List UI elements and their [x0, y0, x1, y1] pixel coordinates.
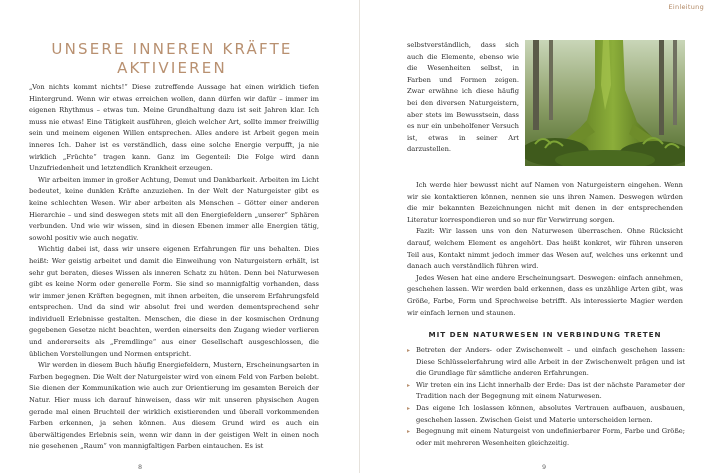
left-body-text [29, 82, 319, 453]
forest-photo [525, 40, 685, 166]
paragraph: selbstverständlich, dass sich auch die Elemente, ebenso wie die Wesenheiten selbst, in Farben und Formen zeigen. Zwar erwähne ich diese häufig bei den diversen Naturgeistern, aber stets im Bewusstsein, dass es nur ein unbeholfener Versuch ist, etwas in seiner Art darzustellen. [407, 41, 519, 154]
page-number-right: 9 [542, 463, 547, 471]
paragraph: Wichtig dabei ist, dass wir unsere eigenen Erfahrungen für uns behalten. Dies heißt: Wer geistig arbeitet und damit die Einweihung von Naturgeistern erhält, ist sehr gut beraten, dieses Wissen als inneren Schatz zu hüten. Denn bei Naturwesen gibt es keine Norm oder generelle Form. Sie sind so mannigfaltig vorhanden, dass wir immer jenen Kräften begegnen, mit ihnen arbeiten, die unserem Erfahrungsfeld entsprechen. Und da sind wir absolut frei und werden dementsprechend sehr individuell Erlebnisse gestalten. Menschen, die diese in der kosmischen Ordnung gegebenen Gesetze nicht beachten, werden einerseits den Zugang wieder verlieren und andererseits als „Fremdlinge“ aus einer Gesellschaft ausgeschlossen, die üblichen Vorstellungen und Normen entspricht. [29, 245, 319, 358]
right-top-text [407, 40, 519, 156]
section-heading: MIT DEN NATURWESEN IN VERBINDUNG TRETEN [428, 330, 662, 339]
paragraph: Fazit: Wir lassen uns von den Naturwesen überraschen. Ohne Rücksicht darauf, welchem Element es angehört. Das heißt konkret, wir führen unseren Teil aus, Kontakt nimmt jedoch immer das Wesen auf, welches uns erkennt und danach auch verständlich führen wird. [407, 227, 683, 271]
right-body-text [407, 180, 683, 319]
paragraph: Ich werde hier bewusst nicht auf Namen von Naturgeistern eingehen. Wenn wir sie kontaktieren können, nennen sie uns ihren Namen. Deswegen würden die mir bekannten Bezeichnungen nicht mit denen in der entsprechenden Literatur korrespondieren und so nur für Verwirrung sorgen. [407, 181, 683, 224]
paragraph: „Von nichts kommt nichts!“ Diese zutreffende Aussage hat einen wirklich tiefen Hintergrund. Wenn wir etwas erreichen wollen, dann dürfen wir dafür – immer im eigenen Rhythmus – etwas tun. Meine Grundhaltung dazu ist seit Jahren klar. Ich muss nie etwas! Eine Tätigkeit ausführen, gleich welcher Art, sollte immer freiwillig sein und meinem eigenen Willen entsprechen. Alles andere ist Arbeit gegen mein inneres Ich. Daher ist es verständlich, dass eine solche Energie verpufft, ja nie wirklich „Früchte“ tragen kann. Ganz im Gegenteil: Die Folge wird dann Unzufriedenheit und letztendlich Krankheit erzeugen. [29, 83, 319, 173]
chapter-title: UNSERE INNEREN KRÄFTE AKTIVIEREN [51, 40, 293, 77]
paragraph: Jedes Wesen hat eine andere Erscheinungsart. Deswegen: einfach annehmen, geschehen lassen. Wir werden bald erkennen, dass es unzählige Arten gibt, was Größe, Farbe, Form und Sprechweise betrifft. Als interessierte Magier werden wir einfach lernen und staunen. [407, 273, 683, 317]
running-head: Einleitung [668, 3, 704, 11]
list-item: ▸ Wir treten ein ins Licht innerhalb der Erde: Das ist der nächste Parameter der Tradition nach der Begegnung mit einem Naturwesen. [407, 380, 685, 403]
right-page [360, 0, 720, 473]
forest-photo-icon [525, 40, 685, 166]
list-item: ▸ Betreten der Anders- oder Zwischenwelt – und einfach geschehen lassen: Diese Schlüsselerfahrung wird alle Arbeit in der Zwischenwelt prägen und ist die Grundlage für sämtliche anderen Erfahrungen. [407, 345, 685, 380]
paragraph: Wir arbeiten immer in großer Achtung, Demut und Dankbarkeit. Arbeiten im Licht bedeutet, keine dunklen Kräfte anzuziehen. In der Welt der Naturgeister gibt es keine schlechten Wesen. Wir aber arbeiten als Menschen – Götter einer anderen Hierarchie – und sind deswegen stets mit all den Energiefeldern „unserer“ Sphären verbunden. Und wie wir wissen, sind in diesen Ebenen immer alle Energien tätig, sowohl positiv wie auch negativ. [29, 175, 319, 242]
list-item: ▸ Begegnung mit einem Naturgeist von undefinierbarer Form, Farbe und Größe; oder mit mehreren Wesenheiten gleichzeitig. [407, 426, 685, 449]
bullet-list [407, 345, 685, 449]
list-item: ▸ Das eigene Ich loslassen können, absolutes Vertrauen aufbauen, ausbauen, geschehen lassen. Zwischen Geist und Materie unterscheiden lernen. [407, 403, 685, 426]
paragraph: Wir werden in diesem Buch häufig Energiefeldern, Mustern, Erscheinungsarten in Farben begegnen. Die Welt der Naturgeister wird von einem Feld von Farben belebt. Sie dienen der Kommunikation wie auch zur Orientierung im gesamten Bereich der Natur. Hier muss ich darauf hinweisen, dass wir mit unseren physischen Augen gerade mal einen Bruchteil der wirklich existierenden und überall vorkommenden Farben erkennen, ja sehen können. Aus diesem Grund wird es auch ein überwältigendes Erlebnis sein, wenn wir dann in der geistigen Welt in einen noch nie gesehenen „Raum“ von mannigfaltigen Farben eintauchen. Es ist [29, 361, 319, 451]
page-number-left: 8 [138, 463, 143, 471]
